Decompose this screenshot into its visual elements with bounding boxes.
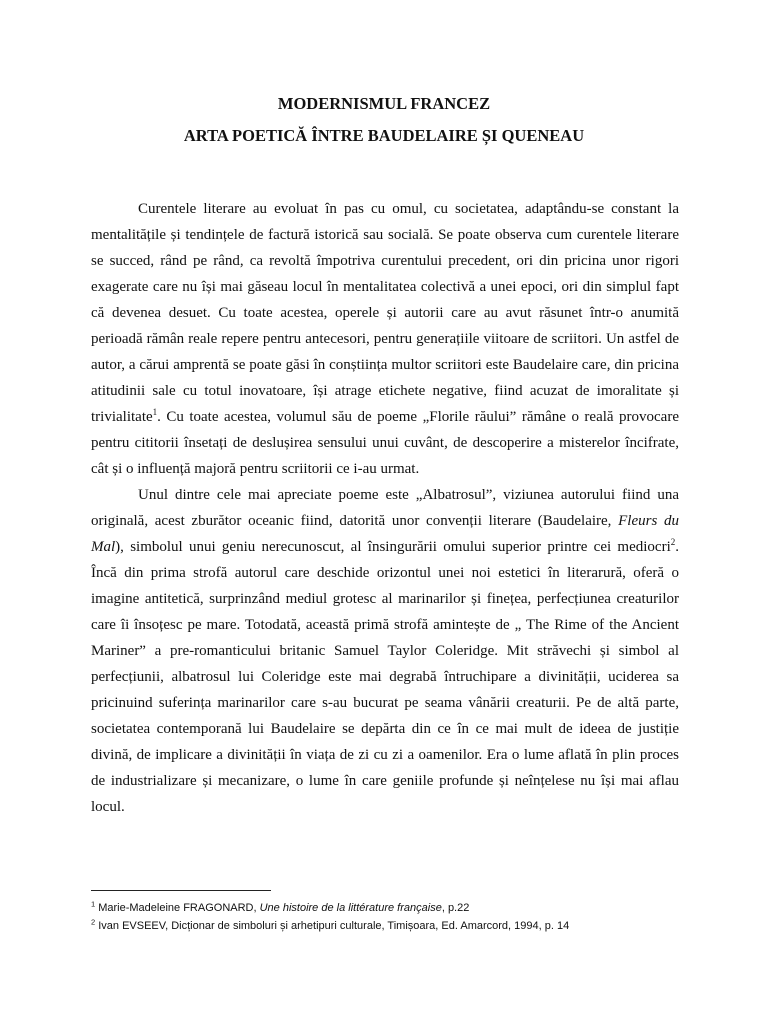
footnote-ref-2: 2: [670, 537, 676, 547]
footnote-1-work-title: Une histoire de la littérature française: [259, 902, 442, 914]
document-subtitle: ARTA POETICĂ ÎNTRE BAUDELAIRE ȘI QUENEAU: [183, 126, 585, 145]
footnote-1-number: 1: [91, 899, 96, 909]
body-text: [91, 196, 679, 820]
paragraph-1-text-continued: . Cu toate acestea, volumul său de poeme „Florile răului” rămâne o reală provocare pentru cititorii însetați de deslușirea sensului unui cuvânt, de descoperire a misterelor încifrate, cât și o influență majoră pentru scriitorii ce i-au urmat.: [91, 409, 679, 477]
footnote-1: [91, 899, 691, 917]
footnote-1-page: , p.22: [441, 902, 470, 914]
footnote-2-text: Ivan EVSEEV, Dicționar de simboluri și arhetipuri culturale, Timișoara, Ed. Amarcord, 1994, p. 14: [95, 920, 570, 932]
footnote-ref-1: 1: [152, 407, 158, 417]
book-title-italic: Fleurs du Mal: [91, 513, 679, 555]
paragraph-1: [91, 196, 679, 482]
paragraph-2: [91, 482, 679, 820]
footnote-1-author: Marie-Madeleine FRAGONARD,: [95, 902, 260, 914]
paragraph-1-text: Curentele literare au evoluat în pas cu omul, cu societatea, adaptându-se constant la mentalitățile și tendințele de factură istorică sau socială. Se poate observa cum curentele literare se succed, rând pe rând, ca revoltă împotriva curentului precedent, ori din pricina unor rigori exagerate care nu își mai găseau locul în mentalitatea colectivă a unei epoci, ori din simplul fapt că devenea desuet. Cu toate acestea, operele și autorii care au avut răsunet într-o anumită perioadă rămân reale repere pentru antecesori, pentru generațiile viitoare de scriitori. Un astfel de autor, a cărui amprentă se poate găsi în conștiința multor scriitori este Baudelaire care, din pricina atitudinii sale cu totul inovatoare, își atrage etichete negative, fiind acuzat de imoralitate și trivialitate: [91, 201, 679, 425]
footnote-2: [91, 917, 691, 935]
footnote-2-number: 2: [91, 917, 96, 927]
paragraph-2-text: Unul dintre cele mai apreciate poeme este „Albatrosul”, viziunea autorului fiind una originală, acest zburător oceanic fiind, datorită unor convenții literare (Baudelaire,: [91, 487, 679, 529]
document-title: MODERNISMUL FRANCEZ: [277, 94, 491, 113]
paragraph-2-text-middle: ), simbolul unui geniu nerecunoscut, al însingurării omului superior printre cei mediocri: [115, 539, 671, 555]
footnotes: [91, 899, 691, 935]
paragraph-2-text-continued: . Încă din prima strofă autorul care deschide orizontul unei noi estetici în literarură, oferă o imagine antitetică, surprinzând mediul grotesc al marinarilor și finețea, perfecțiunea creaturilor care îi însoțesc pe mare. Totodată, această primă strofă amintește de „ The Rime of the Ancient Mariner” a pre-romanticului britanic Samuel Taylor Coleridge. Mit străvechi și simbol al perfecțiunii, albatrosul lui Coleridge este mai degrabă întruchipare a divinității, uciderea sa pricinuind suferința marinarilor care s-au bucurat pe seama vânării creaturii. Pe de altă parte, societatea contemporană lui Baudelaire se depărta din ce în ce mai mult de ideea de justiție divină, de implicare a divinității în viața de zi cu zi a oamenilor. Era o lume aflată în plin proces de industrializare și mecanizare, o lume în care geniile profunde și neînțelese nu își mai aflau locul.: [91, 539, 679, 815]
footnote-separator: [91, 890, 271, 891]
